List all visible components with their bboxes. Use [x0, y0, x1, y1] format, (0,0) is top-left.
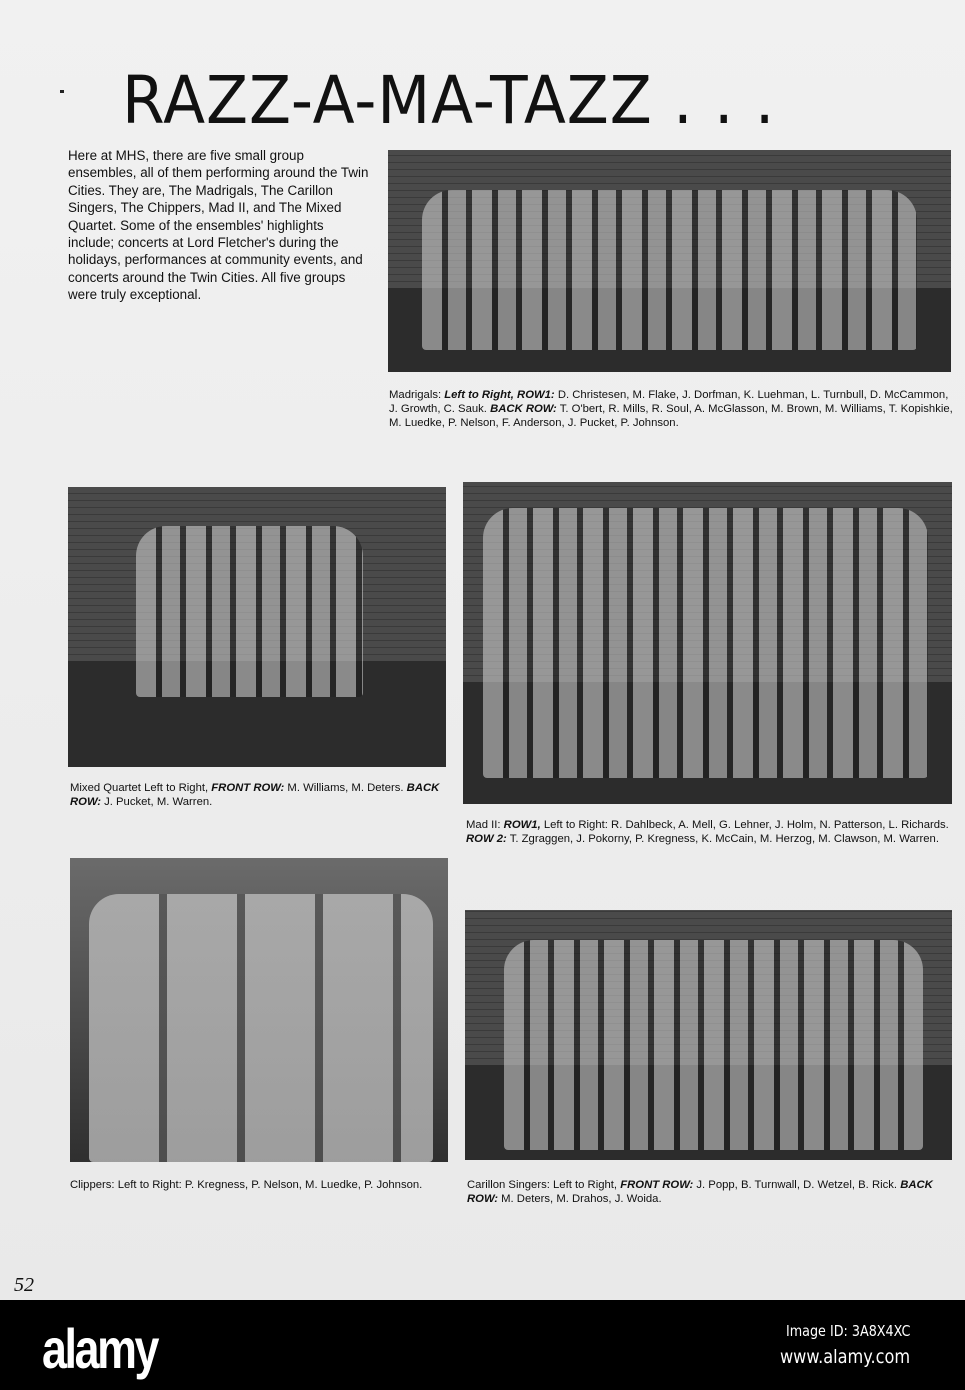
- caption-text: J. Pucket, M. Warren.: [100, 796, 213, 808]
- caption-text: Mixed Quartet Left to Right,: [70, 782, 212, 794]
- caption-row-label: ROW 2:: [466, 833, 507, 845]
- caption-row-label: ROW1,: [503, 819, 541, 831]
- caption-row-label: BACK ROW:: [490, 403, 557, 415]
- page-number: 52: [14, 1274, 34, 1296]
- caption-mixed-quartet: [70, 781, 448, 809]
- stray-mark: [60, 90, 64, 93]
- caption-text: Mad II:: [466, 819, 504, 831]
- caption-text: Clippers: Left to Right: P. Kregness, P. Nelson, M. Luedke, P. Johnson.: [70, 1179, 423, 1191]
- caption-mad-ii: [466, 818, 956, 846]
- intro-paragraph: Here at MHS, there are five small group ensembles, all of them performing around the Twin Cities. They are, The Madrigals, The Carillon Singers, The Chippers, Mad II, and The Mixed Quartet. Some of the ensembles' highlights include; concerts at Lord Fletcher's during the holidays, performances at community events, and concerts around the Twin Cities. All five groups were truly exceptional.: [68, 148, 369, 303]
- caption-row-label: FRONT ROW:: [620, 1179, 694, 1191]
- photo-clippers: [70, 858, 448, 1162]
- caption-text: Carillon Singers: Left to Right,: [467, 1179, 621, 1191]
- caption-row-label: Left to Right, ROW1:: [444, 389, 555, 401]
- caption-text: M. Deters, M. Drahos, J. Woida.: [497, 1193, 662, 1205]
- image-id: Image ID: 3A8X4XC: [785, 1322, 910, 1340]
- caption-clippers: [70, 1178, 448, 1192]
- caption-carillon-singers: [467, 1178, 962, 1206]
- alamy-logo: alamy: [42, 1317, 158, 1380]
- photo-madrigals: [388, 150, 951, 372]
- caption-text: Madrigals:: [389, 389, 445, 401]
- caption-row-label: BACK ROW:: [70, 782, 440, 808]
- photo-carillon-singers: [465, 910, 952, 1160]
- caption-row-label: BACK ROW:: [467, 1179, 933, 1205]
- caption-text: M. Williams, M. Deters.: [284, 782, 407, 794]
- caption-madrigals: [389, 388, 955, 430]
- photo-mixed-quartet: [68, 487, 446, 767]
- caption-text: T. Zgraggen, J. Pokorny, P. Kregness, K. McCain, M. Herzog, M. Clawson, M. Warren.: [506, 833, 939, 845]
- caption-text: J. Popp, B. Turnwall, D. Wetzel, B. Rick.: [693, 1179, 901, 1191]
- photo-mad-ii: [463, 482, 952, 804]
- caption-text: D. Christesen, M. Flake, J. Dorfman, K. Luehman, L. Turnbull, D. McCammon, J. Growth, C. Sauk.: [389, 389, 949, 415]
- caption-text: Left to Right: R. Dahlbeck, A. Mell, G. Lehner, J. Holm, N. Patterson, L. Richards.: [540, 819, 949, 831]
- stock-footer-bar: [0, 1300, 965, 1390]
- site-url: www.alamy.com: [779, 1346, 910, 1368]
- page-title: RAZZ-A-MA-TAZZ . . .: [122, 62, 776, 139]
- caption-row-label: FRONT ROW:: [211, 782, 285, 794]
- caption-text: T. O'bert, R. Mills, R. Soul, A. McGlasson, M. Brown, M. Williams, T. Kopishkie, M. Luedke, P. Nelson, F. Anderson, J. Pucket, P. Johnson.: [389, 403, 953, 429]
